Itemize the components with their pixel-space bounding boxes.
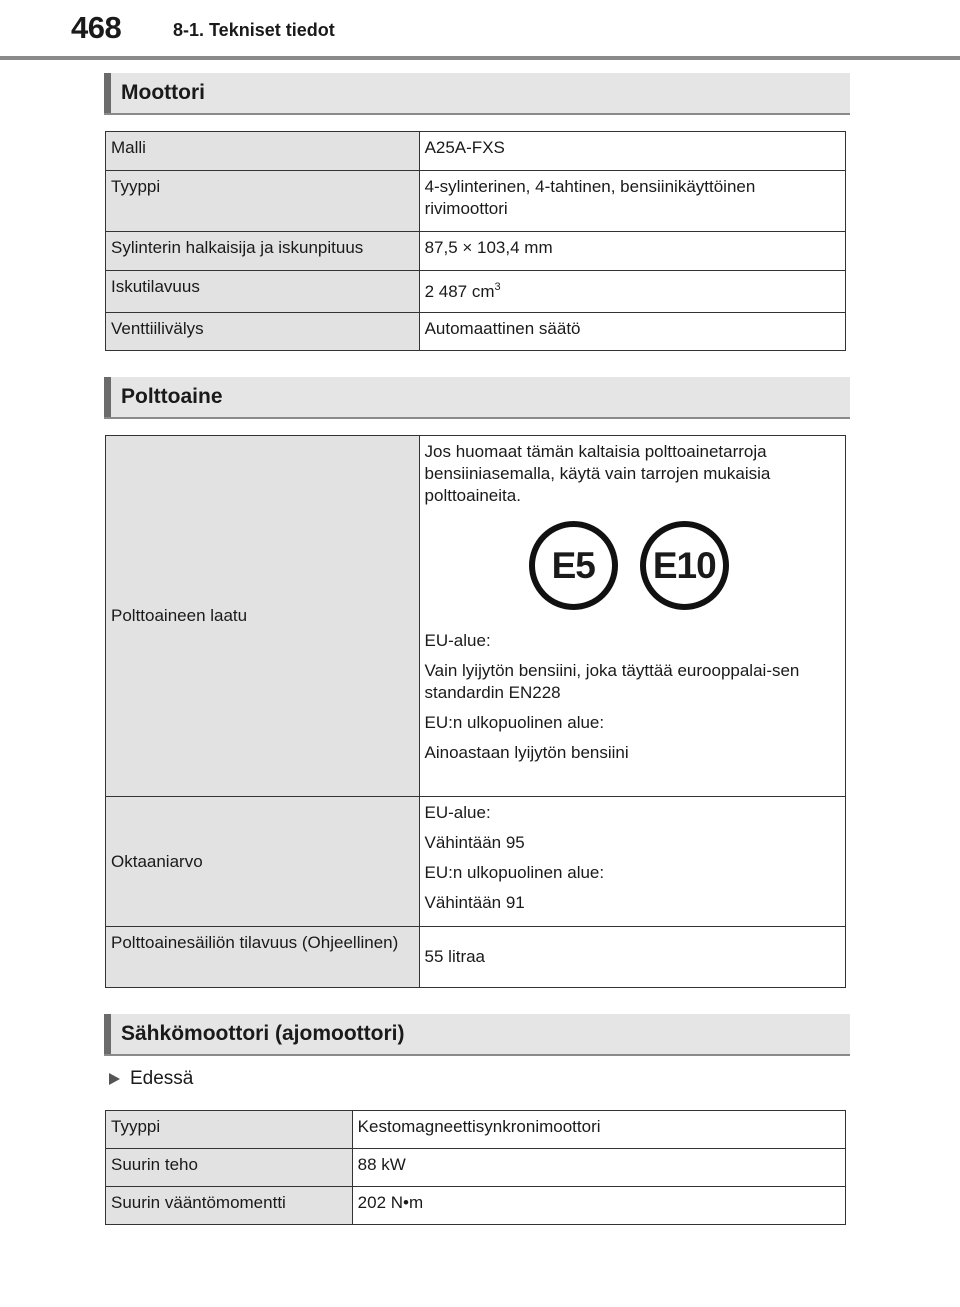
row-value: A25A-FXS [419, 132, 845, 171]
engine-table [105, 131, 846, 351]
fuel-quality-intro: Jos huomaat tämän kaltaisia polttoainetarroja bensiiniasemalla, käytä vain tarrojen mukaisia polttoaineita. [424, 442, 771, 505]
table-row [106, 232, 846, 271]
table-row [106, 927, 846, 988]
front-motor-subheading [109, 1068, 193, 1090]
row-label: Malli [106, 132, 420, 171]
engine-heading [104, 73, 850, 115]
table-row [106, 313, 846, 351]
fuel-quality-line: EU:n ulkopuolinen alue: [424, 713, 605, 732]
octane-line: Vähintään 91 [424, 893, 525, 912]
motor-table [105, 1110, 846, 1225]
e10-fuel-label-icon: E10 [640, 521, 729, 610]
table-row [106, 1111, 846, 1149]
row-label: Iskutilavuus [106, 271, 420, 313]
row-label: Tyyppi [106, 1111, 353, 1149]
table-row [106, 171, 846, 232]
fuel-heading [104, 377, 850, 419]
row-value: 88 kW [352, 1149, 845, 1187]
page-number: 468 [71, 10, 122, 45]
row-value: 4-sylinterinen, 4-tahtinen, bensiinikäyttöinen rivimoottori [419, 171, 845, 232]
front-motor-label: Edessä [130, 1068, 194, 1089]
tank-capacity-label: Polttoainesäiliön tilavuus (Ohjeellinen) [106, 927, 420, 988]
section-title: 8-1. Tekniset tiedot [173, 20, 335, 40]
row-label: Sylinterin halkaisija ja iskunpituus [106, 232, 420, 271]
table-row [106, 132, 846, 171]
table-row [106, 1187, 846, 1225]
heading-bar [104, 377, 111, 417]
row-value: 202 N•m [352, 1187, 845, 1225]
engine-heading-label: Moottori [121, 81, 205, 104]
octane-line: EU:n ulkopuolinen alue: [424, 863, 605, 882]
table-row [106, 436, 846, 797]
octane-value [419, 797, 845, 927]
fuel-quality-line: EU-alue: [424, 631, 491, 650]
fuel-label-icons [425, 521, 841, 610]
row-value [419, 271, 845, 313]
fuel-heading-label: Polttoaine [121, 385, 223, 408]
table-row [106, 271, 846, 313]
row-value: Automaattinen säätö [419, 313, 845, 351]
fuel-quality-value [419, 436, 845, 797]
row-label: Suurin teho [106, 1149, 353, 1187]
row-value: Kestomagneettisynkronimoottori [352, 1111, 845, 1149]
heading-bar [104, 73, 111, 113]
row-label: Tyyppi [106, 171, 420, 232]
fuel-quality-label: Polttoaineen laatu [106, 436, 420, 797]
e5-fuel-label-icon: E5 [529, 521, 618, 610]
fuel-quality-line: Vain lyijytön bensiini, joka täyttää eurooppalai-sen standardin EN228 [424, 661, 800, 702]
table-row [106, 1149, 846, 1187]
tank-capacity-value: 55 litraa [419, 927, 845, 988]
octane-line: EU-alue: [424, 803, 491, 822]
octane-label: Oktaaniarvo [106, 797, 420, 927]
row-label: Venttiilivälys [106, 313, 420, 351]
displacement-value: 2 487 cm [424, 282, 495, 301]
row-label: Suurin vääntömomentti [106, 1187, 353, 1225]
octane-line: Vähintään 95 [424, 833, 525, 852]
fuel-table [105, 435, 846, 988]
heading-bar [104, 1014, 111, 1054]
triangle-bullet-icon [109, 1073, 120, 1085]
header-divider [0, 56, 960, 60]
displacement-unit-exponent: 3 [494, 281, 501, 293]
row-value: 87,5 × 103,4 mm [419, 232, 845, 271]
motor-heading [104, 1014, 850, 1056]
fuel-quality-line: Ainoastaan lyijytön bensiini [424, 743, 629, 762]
motor-heading-label: Sähkömoottori (ajomoottori) [121, 1022, 405, 1045]
table-row [106, 797, 846, 927]
